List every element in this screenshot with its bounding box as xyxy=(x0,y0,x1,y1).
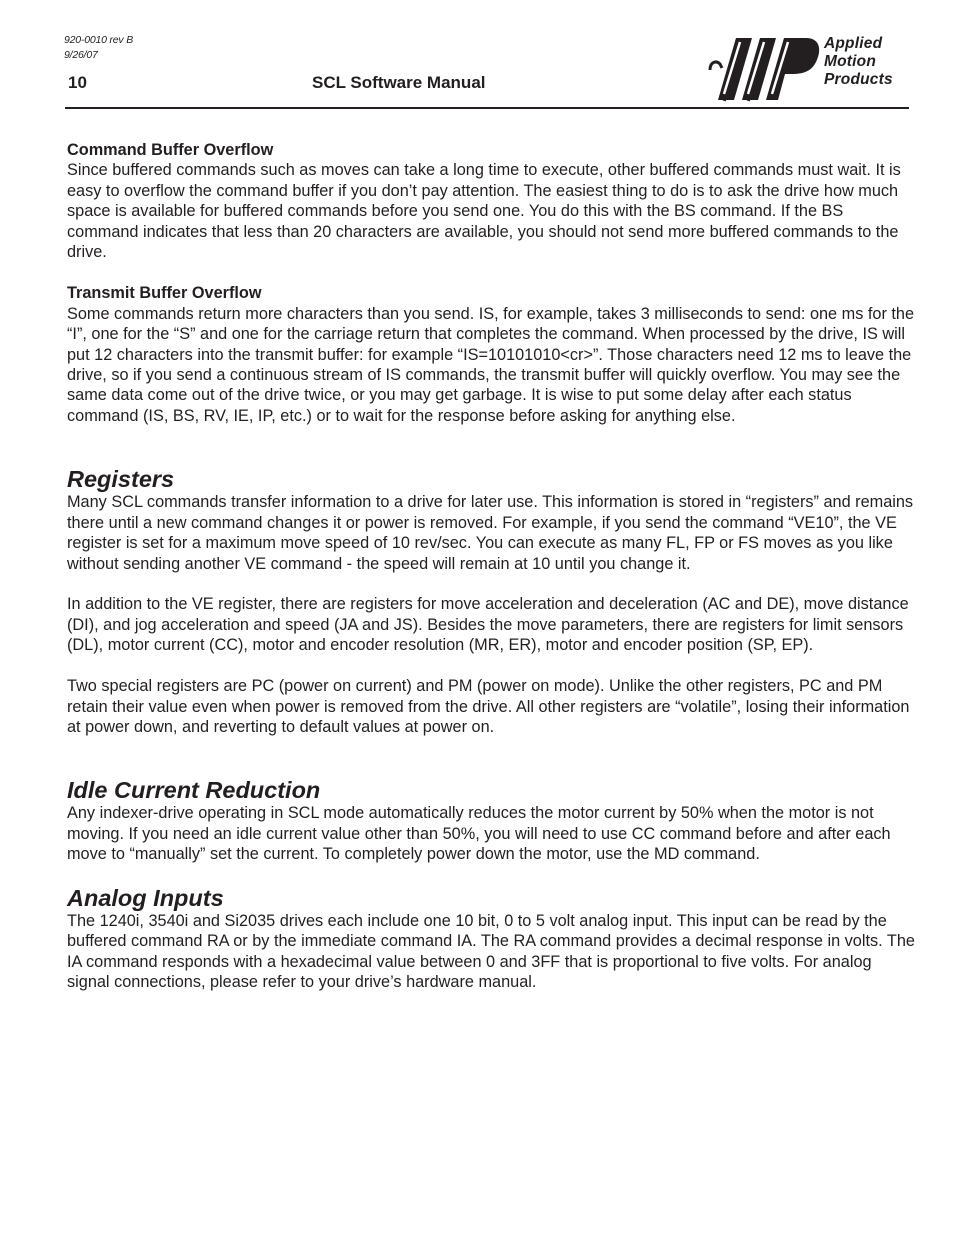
heading-analog-inputs: Analog Inputs xyxy=(67,885,224,912)
heading-command-buffer-overflow: Command Buffer Overflow xyxy=(67,141,274,159)
heading-registers: Registers xyxy=(67,466,175,493)
paragraph-analog-inputs: The 1240i, 3540i and Si2035 drives each include one 10 bit, 0 to 5 volt analog input. This input can be read by the buffered command RA or by the immediate command IA. The RA command provides a decimal response in volts. The IA command responds with a hexadecimal value between 0 and 3FF that is proportional to five volts. For analog signal connections, please refer to your drive’s hardware manual. xyxy=(67,912,915,992)
paragraph-registers-1: Many SCL commands transfer information to a drive for later use. This information is stored in “registers” and remains there until a new command changes it or power is removed. For example, if you send the command “VE10”, the VE register is set for a maximum move speed of 10 rev/sec. You can execute as many FL, FP or FS moves as you like without sending another VE command - the speed will remain at 10 until you change it. xyxy=(67,493,914,573)
logo-line-motion: Motion xyxy=(824,53,876,70)
company-logo xyxy=(708,34,913,102)
paragraph-command-buffer: Since buffered commands such as moves can take a long time to execute, other buffered commands must wait. It is easy to overflow the command buffer if you don’t pay attention. The easiest thing to do is to ask the drive how much space is available for buffered commands before you send one. You do this with the BS command. If the BS command indicates that less than 20 characters are available, you should not send more buffered commands to the drive. xyxy=(67,161,901,262)
paragraph-registers-3: Two special registers are PC (power on current) and PM (power on mode). Unlike the other registers, PC and PM retain their value even when power is removed from the drive. All other registers are “volatile”, losing their information at power down, and reverting to default values at power on. xyxy=(67,677,910,736)
heading-idle-current-reduction: Idle Current Reduction xyxy=(67,777,321,804)
page-content xyxy=(67,140,917,993)
logo-line-products: Products xyxy=(824,71,893,88)
doc-date: 9/26/07 xyxy=(64,49,98,61)
paragraph-registers-2: In addition to the VE register, there are registers for move acceleration and deceleration (AC and DE), move distance (DI), and jog acceleration and speed (JA and JS). Besides the move parameters, there are registers for limit sensors (DL), motor current (CC), motor and encoder resolution (MR, ER), motor and encoder position (SP, EP). xyxy=(67,595,909,655)
manual-title: SCL Software Manual xyxy=(312,73,486,92)
paragraph-transmit-buffer: Some commands return more characters than you send. IS, for example, takes 3 milliseconds to send: one ms for the “I”, one for the “S” and one for the carriage return that completes the command. When processed by the drive, IS will put 12 characters into the transmit buffer: for example “IS=10101010<cr>”. Those characters need 12 ms to leave the drive, so if you send a continuous stream of IS commands, the transmit buffer will quickly overflow. You may see the same data come out of the drive twice, or you may get garbage. It is wise to put some delay after each status command (IS, BS, RV, IE, IP, etc.) or to wait for the response before asking for anything else. xyxy=(67,304,915,425)
page-number: 10 xyxy=(68,73,87,92)
paragraph-idle-current: Any indexer-drive operating in SCL mode automatically reduces the motor current by 50% when the motor is not moving. If you need an idle current value other than 50%, you will need to use CC command before and after each move to “manually” set the current. To completely power down the motor, use the MD command. xyxy=(67,804,891,864)
document-revision xyxy=(64,33,133,63)
amp-logo-mark-icon xyxy=(708,34,823,102)
doc-id: 920-0010 rev B xyxy=(64,34,133,46)
logo-line-applied: Applied xyxy=(824,35,883,52)
heading-transmit-buffer-overflow: Transmit Buffer Overflow xyxy=(67,284,262,303)
header-divider xyxy=(65,107,909,109)
logo-wordmark xyxy=(824,35,893,89)
